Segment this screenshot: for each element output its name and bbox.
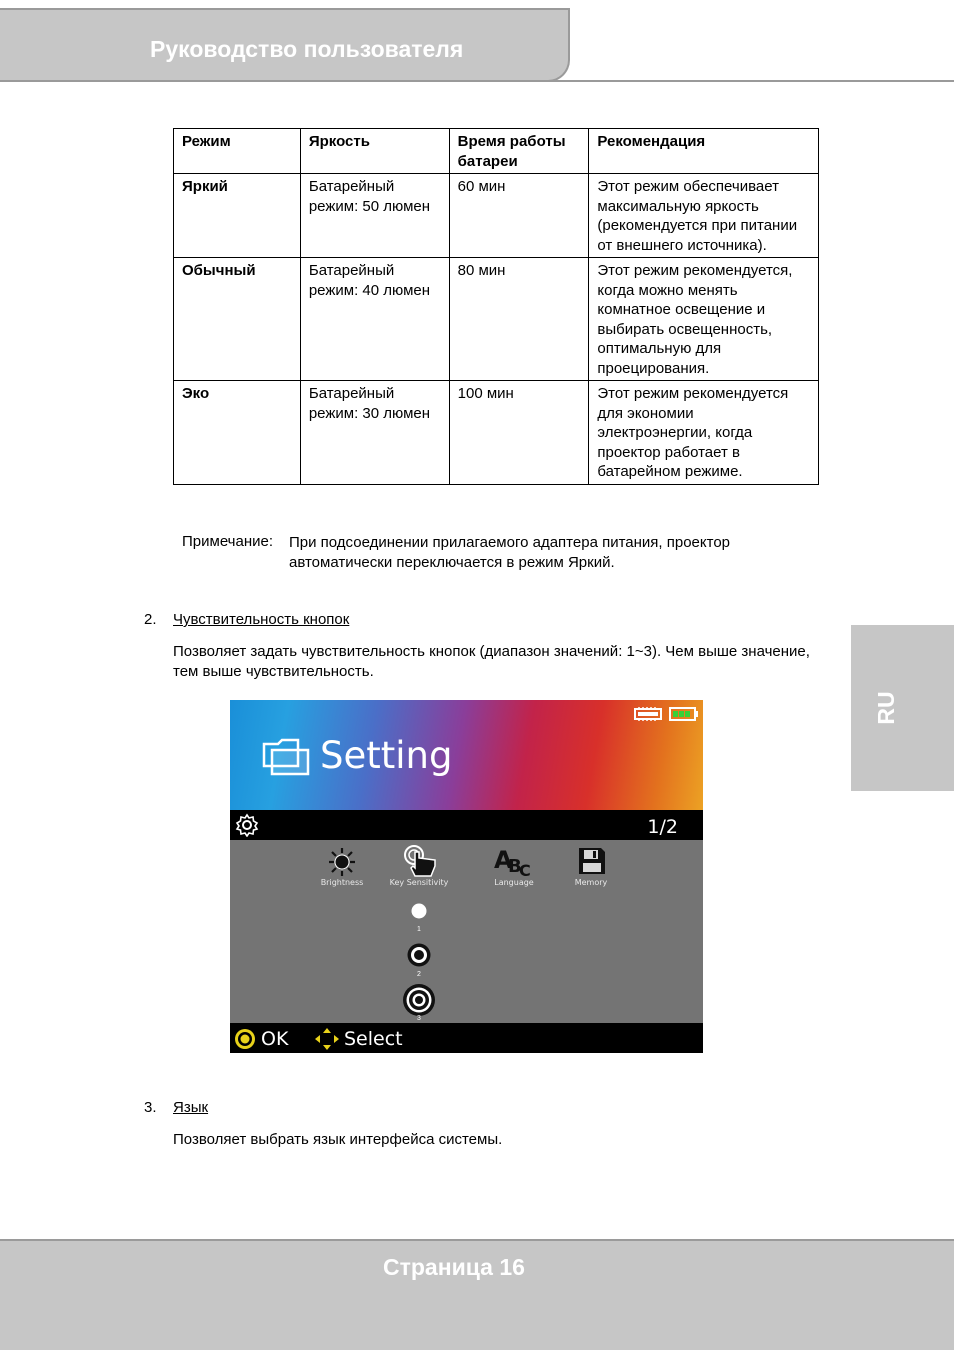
battery-icon: [669, 706, 699, 722]
brightness-modes-table: [173, 128, 819, 485]
sensitivity-level-3[interactable]: [402, 983, 436, 1017]
sensitivity-level-1-selected[interactable]: [410, 902, 428, 920]
menu-label-key-sensitivity: Key Sensitivity: [389, 878, 449, 887]
screen-title-bar: [230, 810, 703, 840]
page-header-title: Руководство пользователя: [150, 36, 464, 62]
table-header-cell: Яркость: [300, 129, 449, 174]
brightness-icon[interactable]: [327, 846, 357, 878]
menu-label-language: Language: [494, 878, 534, 887]
key-sensitivity-icon[interactable]: [403, 844, 441, 880]
folder-icon: [262, 736, 310, 776]
ok-button-icon[interactable]: [233, 1028, 257, 1050]
table-row: [174, 381, 819, 485]
language-icon[interactable]: [494, 846, 534, 878]
menu-label-memory: Memory: [574, 878, 608, 887]
table-row: [174, 174, 819, 258]
mode-cell: Яркий: [174, 174, 301, 258]
menu-label-brightness: Brightness: [320, 878, 364, 887]
battery-time-cell: 60 мин: [449, 174, 589, 258]
mode-cell: Эко: [174, 381, 301, 485]
brightness-cell: Батарейный режим: 50 люмен: [300, 174, 449, 258]
navigation-arrows-icon[interactable]: [314, 1027, 340, 1051]
level-number: 3: [417, 1015, 421, 1022]
table-row: [174, 258, 819, 381]
note-label: Примечание:: [182, 533, 273, 550]
memory-floppy-icon[interactable]: [577, 846, 607, 876]
device-settings-screen: [230, 700, 703, 1053]
recommendation-cell: Этот режим обеспечивает максимальную яркость (рекомендуется при питании от внешнего источника).: [589, 174, 819, 258]
mode-cell: Обычный: [174, 258, 301, 381]
screen-page-indicator: 1/2: [647, 816, 678, 838]
table-header-cell: Рекомендация: [589, 129, 819, 174]
svg-text:C: C: [519, 861, 531, 878]
gear-icon: [235, 813, 259, 837]
section-description: Позволяет выбрать язык интерфейса системы.: [173, 1131, 503, 1148]
brightness-cell: Батарейный режим: 40 люмен: [300, 258, 449, 381]
ok-label: OK: [261, 1028, 289, 1050]
table-header-cell: Режим: [174, 129, 301, 174]
section-title-key-sensitivity: Чувствительность кнопок: [173, 611, 350, 628]
recommendation-cell: Этот режим рекомендуется, когда можно менять комнатное освещение и выбирать освещенность, оптимальную для проецирования.: [589, 258, 819, 381]
svg-text:B: B: [508, 856, 522, 877]
list-number: 3.: [144, 1099, 157, 1116]
battery-time-cell: 100 мин: [449, 381, 589, 485]
battery-time-cell: 80 мин: [449, 258, 589, 381]
screen-title: Setting: [320, 734, 453, 777]
svg-text:A: A: [494, 846, 513, 874]
language-side-tab-label: RU: [873, 691, 899, 725]
level-number: 1: [417, 926, 421, 933]
level-number: 2: [417, 971, 421, 978]
table-header-row: [174, 129, 819, 174]
table-header-cell: Время работы батареи: [449, 129, 589, 174]
language-side-tab: [851, 625, 954, 791]
note-text: При подсоединении прилагаемого адаптера питания, проектор автоматически переключается в режим Яркий.: [289, 534, 731, 571]
memory-chip-icon: [633, 706, 663, 722]
section-title-language: Язык: [173, 1099, 209, 1116]
page-number: Страница 16: [383, 1254, 525, 1280]
brightness-cell: Батарейный режим: 30 люмен: [300, 381, 449, 485]
screen-bottom-bar: [230, 1023, 703, 1053]
select-label: Select: [344, 1028, 403, 1050]
sensitivity-level-2[interactable]: [406, 942, 432, 968]
header-rule: [0, 80, 954, 82]
recommendation-cell: Этот режим рекомендуется для экономии электроэнергии, когда проектор работает в батарейном режиме.: [589, 381, 819, 485]
section-description: Позволяет задать чувствительность кнопок (диапазон значений: 1~3). Чем выше значение, тем выше чувствительность.: [173, 643, 810, 680]
list-number: 2.: [144, 611, 157, 628]
